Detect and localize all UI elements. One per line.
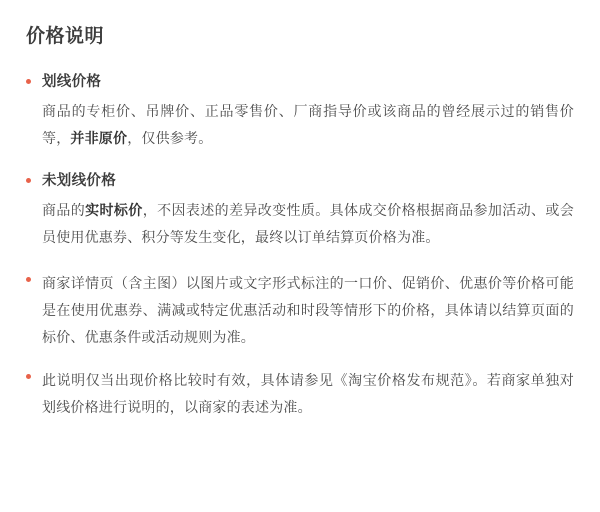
section-heading: 划线价格 bbox=[42, 74, 102, 90]
bullet-icon bbox=[26, 79, 31, 84]
price-section bbox=[24, 367, 574, 421]
bullet-icon bbox=[26, 178, 31, 183]
body-text: ，仅供参考。 bbox=[127, 130, 213, 146]
bullet-icon bbox=[26, 374, 31, 379]
section-body bbox=[42, 367, 574, 421]
body-text: 商品的专柜价、吊牌价、正品零售价、厂商指导价或该商品的曾经展示过的销售价等， bbox=[42, 103, 574, 146]
body-text: 此说明仅当出现价格比较时有效，具体请参见《淘宝价格发布规范》。若商家单独对划线价格进行说明的，以商家的表述为准。 bbox=[42, 372, 574, 415]
section-body bbox=[42, 197, 574, 251]
body-text: ，不因表述的差异改变性质。具体成交价格根据商品参加活动、或会员使用优惠券、积分等发生变化，最终以订单结算页价格为准。 bbox=[42, 202, 574, 245]
body-text: 商品的 bbox=[42, 202, 86, 218]
price-section bbox=[24, 72, 574, 152]
emphasis-text: 实时标价 bbox=[85, 202, 143, 218]
section-heading: 未划线价格 bbox=[42, 173, 116, 189]
section-body bbox=[42, 98, 574, 152]
price-explanation-sections bbox=[24, 72, 574, 421]
price-section bbox=[24, 270, 574, 351]
emphasis-text: 并非原价 bbox=[70, 130, 128, 146]
section-body bbox=[42, 270, 574, 351]
body-text: 商家详情页（含主图）以图片或文字形式标注的一口价、促销价、优惠价等价格可能是在使用优惠券、满减或特定优惠活动和时段等情形下的价格，具体请以结算页面的标价、优惠条件或活动规则为准。 bbox=[42, 275, 574, 345]
page-title: 价格说明 bbox=[26, 26, 105, 47]
price-section bbox=[24, 171, 574, 251]
bullet-icon bbox=[26, 277, 31, 282]
